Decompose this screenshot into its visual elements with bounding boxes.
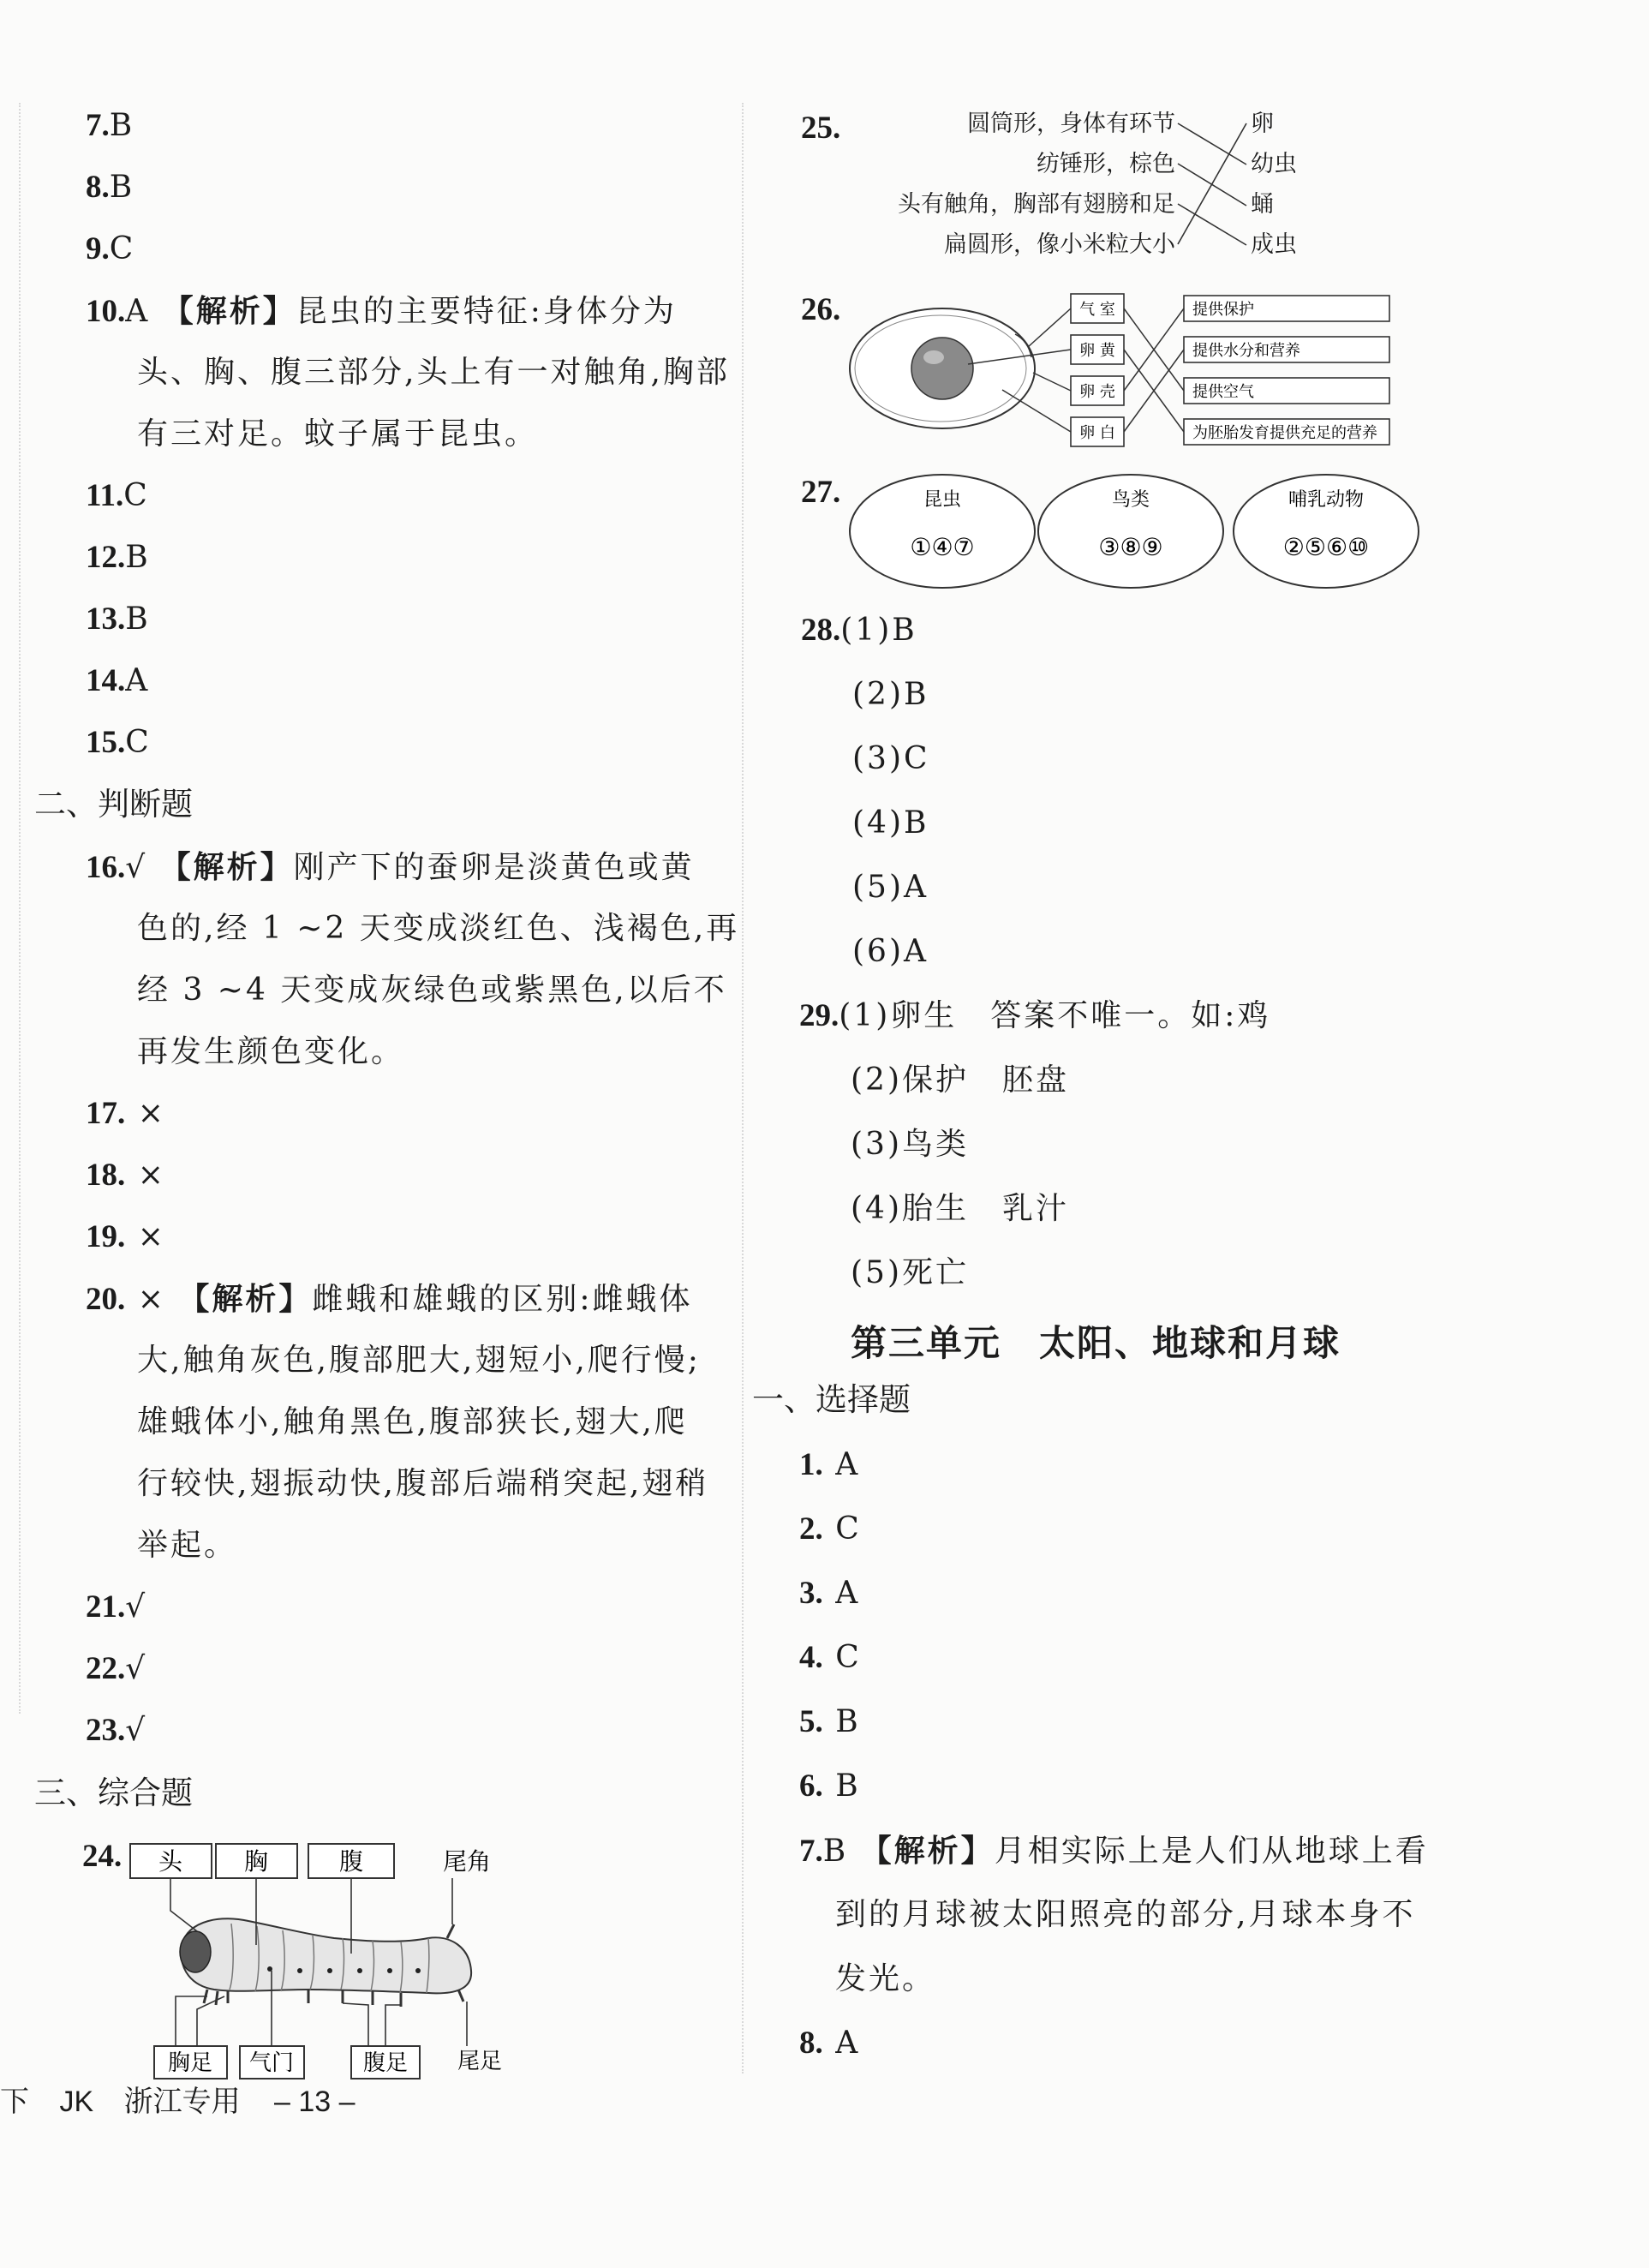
unit3-answer-7-line3: 发光。 xyxy=(835,1961,936,1996)
answer-20: 20. × 【解析】雌蛾和雄蛾的区别:雌蛾体 xyxy=(86,1281,693,1317)
answer-14: 14.A xyxy=(86,663,151,698)
answer-26-number: 26. xyxy=(801,292,841,327)
left-margin-rule xyxy=(19,103,21,1714)
egg-function-2: 提供水分和营养 xyxy=(1192,342,1300,360)
unit3-answer-5: 5. B xyxy=(799,1704,861,1739)
label-thoracic-legs: 胸足 xyxy=(167,2050,213,2076)
answer-29-3: (3)鸟类 xyxy=(851,1127,969,1162)
answer-12: 12.B xyxy=(86,540,151,575)
footer-edition: JK xyxy=(59,2085,94,2118)
answer-28-2: (2)B xyxy=(852,677,929,712)
answer-9: 9.C xyxy=(86,231,136,266)
group-birds-name: 鸟类 xyxy=(1111,489,1150,511)
egg-part-air-cell: 气 室 xyxy=(1079,301,1115,319)
label-head: 头 xyxy=(158,1847,183,1876)
match-lines xyxy=(1178,123,1246,245)
answer-23: 23.√ xyxy=(86,1713,148,1748)
answer-8: 8.B xyxy=(86,170,135,205)
group-insects-name: 昆虫 xyxy=(923,489,962,511)
unit3-answer-7: 7.B 【解析】月相实际上是人们从地球上看 xyxy=(799,1833,1429,1869)
answer-29-5: (5)死亡 xyxy=(851,1255,969,1290)
match-right-2: 幼虫 xyxy=(1251,151,1297,177)
answer-28-3: (3)C xyxy=(852,741,930,776)
answer-7: 7.B xyxy=(86,108,135,143)
answer-19: 19. × xyxy=(86,1219,166,1254)
answer-24-number: 24. xyxy=(82,1839,122,1874)
silkworm-icon xyxy=(180,1918,471,2007)
answer-10-line3: 有三对足。蚊子属于昆虫。 xyxy=(137,416,539,452)
answer-29: 29.(1)卵生 答案不唯一。如:鸡 xyxy=(799,998,1271,1033)
column-divider xyxy=(742,103,744,2074)
egg-function-1: 提供保护 xyxy=(1192,301,1254,319)
answer-10: 10.A 【解析】昆虫的主要特征:身体分为 xyxy=(86,293,677,329)
footer-grade: 下 xyxy=(0,2085,29,2118)
answer-17: 17. × xyxy=(86,1096,166,1131)
answer-20-line2: 大,触角灰色,腹部肥大,翅短小,爬行慢; xyxy=(137,1343,701,1378)
page-number: – 13 – xyxy=(274,2085,355,2118)
matching-diagram-25 xyxy=(839,103,1353,274)
unit3-answer-7-line2: 到的月球被太阳照亮的部分,月球本身不 xyxy=(835,1897,1416,1932)
answer-25-number: 25. xyxy=(801,111,841,146)
match-left-2: 纺锤形，棕色 xyxy=(1037,151,1175,177)
answer-16-line3: 经 3 ~4 天变成灰绿色或紫黑色,以后不 xyxy=(137,972,727,1008)
match-left-4: 扁圆形，像小米粒大小 xyxy=(944,231,1175,258)
answer-28-6: (6)A xyxy=(852,934,929,969)
answer-11: 11.C xyxy=(86,478,150,513)
unit-3-title: 第三单元 太阳、地球和月球 xyxy=(851,1322,1341,1364)
answer-16-line4: 再发生颜色变化。 xyxy=(137,1034,405,1069)
section-heading-multiple-choice: 一、选择题 xyxy=(752,1381,911,1418)
answer-10-line2: 头、胸、腹三部分,头上有一对触角,胸部 xyxy=(137,355,730,390)
match-left-3: 头有触角，胸部有翅膀和足 xyxy=(898,191,1175,218)
unit3-answer-1: 1. A xyxy=(799,1447,861,1482)
egg-function-3: 提供空气 xyxy=(1192,383,1254,401)
answer-20-line4: 行较快,翅振动快,腹部后端稍突起,翅稍 xyxy=(137,1466,709,1501)
answer-16: 16.√ 【解析】刚产下的蚕卵是淡黄色或黄 xyxy=(86,849,695,885)
section-heading-comprehensive: 三、综合题 xyxy=(34,1774,193,1811)
group-insects-members: ①④⑦ xyxy=(910,533,975,561)
silkworm-diagram xyxy=(128,1842,523,2091)
answer-29-4: (4)胎生 乳汁 xyxy=(851,1191,1069,1226)
label-tail-legs: 尾足 xyxy=(457,2049,503,2074)
label-tail-horn: 尾角 xyxy=(442,1847,492,1876)
answer-16-line2: 色的,经 1 ~2 天变成淡红色、浅褐色,再 xyxy=(137,911,740,946)
match-right-1: 卵 xyxy=(1251,111,1274,137)
footer-region: 浙江专用 xyxy=(123,2085,241,2118)
answer-29-2: (2)保护 胚盘 xyxy=(851,1062,1069,1098)
answer-28: 28.(1)B xyxy=(801,613,917,648)
unit3-answer-2: 2. C xyxy=(799,1511,862,1547)
answer-15: 15.C xyxy=(86,725,152,760)
answer-28-5: (5)A xyxy=(852,870,929,905)
answer-27-number: 27. xyxy=(801,475,841,510)
animal-classification-diagram xyxy=(848,470,1431,598)
group-mammals-name: 哺乳动物 xyxy=(1288,489,1365,511)
group-mammals-members: ②⑤⑥⑩ xyxy=(1282,533,1370,561)
egg-part-yolk: 卵 黄 xyxy=(1079,342,1115,360)
group-birds-members: ③⑧⑨ xyxy=(1098,533,1163,561)
answer-20-line3: 雄蛾体小,触角黑色,腹部狭长,翅大,爬 xyxy=(137,1404,688,1439)
label-chest: 胸 xyxy=(243,1847,269,1876)
label-spiracle: 气门 xyxy=(248,2050,295,2076)
unit3-answer-4: 4. C xyxy=(799,1640,862,1675)
answer-20-line5: 举起。 xyxy=(137,1528,238,1563)
unit3-answer-8: 8. A xyxy=(799,2026,861,2061)
label-abdomen: 腹 xyxy=(338,1847,364,1876)
answer-22: 22.√ xyxy=(86,1651,148,1686)
egg-function-4: 为胚胎发育提供充足的营养 xyxy=(1192,424,1377,442)
egg-part-shell: 卵 壳 xyxy=(1079,383,1115,401)
answer-18: 18. × xyxy=(86,1158,166,1193)
egg-structure-diagram xyxy=(848,287,1405,450)
unit3-answer-3: 3. A xyxy=(799,1576,861,1611)
label-prolegs: 腹足 xyxy=(362,2050,409,2076)
match-right-4: 成虫 xyxy=(1251,231,1297,258)
unit3-answer-6: 6. B xyxy=(799,1768,861,1804)
answer-21: 21.√ xyxy=(86,1589,148,1625)
egg-icon xyxy=(850,308,1035,428)
answer-28-4: (4)B xyxy=(852,805,929,841)
egg-part-white: 卵 白 xyxy=(1079,424,1115,442)
section-heading-judgment: 二、判断题 xyxy=(34,786,193,823)
match-right-3: 蛹 xyxy=(1251,191,1274,218)
footer xyxy=(0,2078,355,2120)
answer-13: 13.B xyxy=(86,601,151,637)
match-left-1: 圆筒形，身体有环节 xyxy=(967,111,1175,137)
